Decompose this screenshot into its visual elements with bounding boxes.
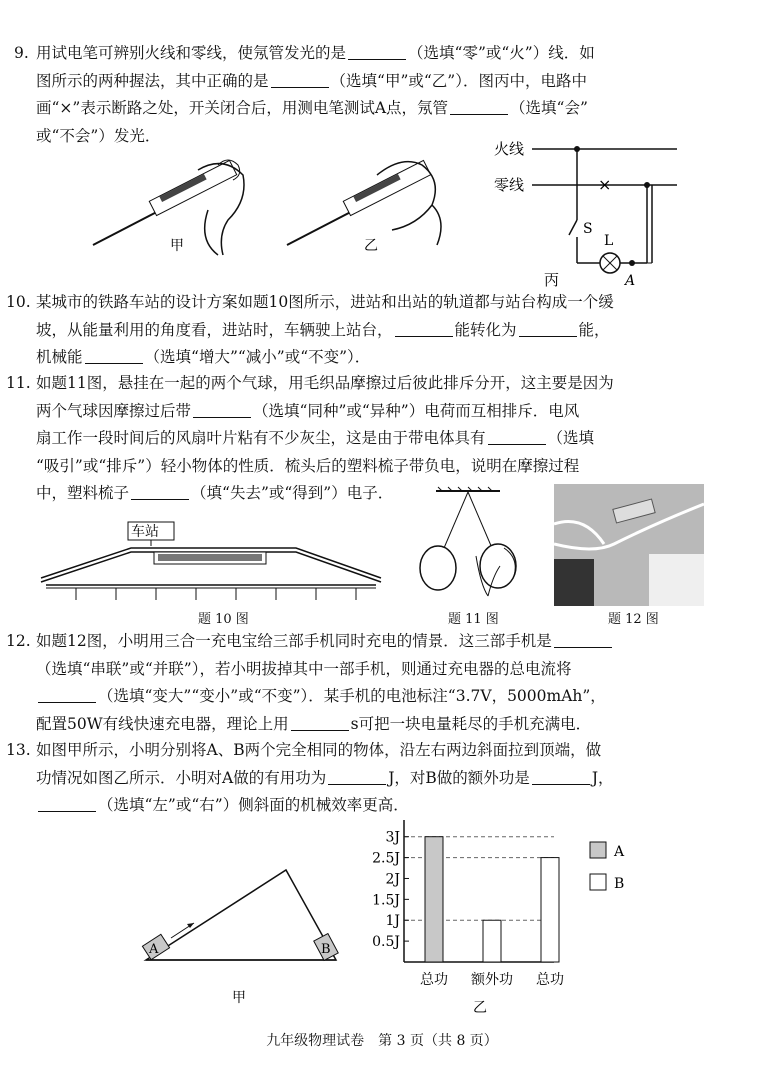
x-tick-label: 总功 [420, 972, 448, 988]
bar-b [483, 920, 501, 962]
text: 图所示的两种握法，其中正确的是 [36, 71, 269, 90]
text: 两个气球因摩擦过后带 [36, 401, 192, 420]
answer-blank[interactable] [450, 98, 508, 115]
text: 配置50W有线快速充电器，理论上用 [36, 714, 289, 733]
legend-swatch-a [590, 842, 606, 858]
live-wire-label: 火线 [494, 140, 525, 158]
tester-pen-figure-jia [88, 150, 258, 260]
text: 画“×”表示断路之处，开关闭合后，用测电笔测试A点，氖管 [36, 99, 449, 117]
incline-figure [136, 860, 356, 1010]
text: 或“不会”）发光． [36, 126, 161, 145]
page-footer: 九年级物理试卷 第 3 页（共 8 页） [266, 1033, 498, 1049]
text: J， [591, 768, 614, 787]
text: （选填“串联”或“并联”），若小明拔掉其中一部手机，则通过充电器的总电流将 [36, 659, 572, 678]
answer-blank[interactable] [554, 631, 612, 648]
text: 中，塑料梳子 [36, 484, 130, 502]
station-sign: 车站 [131, 524, 159, 540]
answer-blank[interactable] [348, 43, 406, 60]
answer-blank[interactable] [291, 714, 349, 731]
point-a-label: A [625, 273, 636, 289]
figure-label-bing: 丙 [544, 271, 560, 289]
text: s可把一块电量耗尽的手机充满电． [350, 714, 592, 733]
answer-blank[interactable] [328, 768, 386, 785]
tester-pen-figure-yi [282, 150, 452, 260]
legend-label-a: A [614, 844, 625, 860]
y-tick-label: 2J [385, 871, 400, 888]
figure-label-jia: 甲 [232, 990, 246, 1006]
text: 功情况如图乙所示．小明对A做的有用功为 [36, 768, 327, 787]
text: “吸引”或“排斥”）轻小物体的性质．梳头后的塑料梳子带负电，说明在摩擦过程 [36, 456, 580, 475]
answer-blank[interactable] [532, 768, 590, 785]
question-number: 9. [14, 44, 29, 62]
question-number: 10. [6, 293, 31, 311]
y-tick-label: 3J [385, 829, 400, 846]
text: 扇工作一段时间后的风扇叶片粘有不少灰尘，这是由于带电体具有 [36, 429, 486, 447]
figure-label-yi: 乙 [364, 238, 378, 254]
figure-caption-10: 题 10 图 [198, 612, 249, 627]
answer-blank[interactable] [131, 483, 189, 500]
text: J，对B做的额外功是 [388, 768, 530, 787]
neutral-wire-label: 零线 [494, 176, 525, 194]
block-a-label: A [149, 942, 159, 957]
text: （选填“变大”“变小”或“不变”）．某手机的电池标注“3.7V，5000mAh”， [98, 687, 606, 705]
text: （选填“甲”或“乙”）．图丙中，电路中 [330, 71, 587, 90]
balloons-figure [408, 486, 538, 606]
lamp-label: L [604, 233, 614, 249]
answer-blank[interactable] [395, 320, 453, 337]
question-number: 12. [6, 632, 31, 650]
block-b-label: B [321, 942, 331, 957]
station-figure [36, 520, 386, 600]
y-tick-label: 2.5J [372, 850, 400, 867]
y-tick-label: 1J [385, 913, 400, 930]
x-tick-label: 总功 [536, 972, 564, 988]
break-mark-icon: × [598, 175, 612, 194]
question-number: 13. [6, 741, 31, 759]
figure-caption-12: 题 12 图 [608, 612, 659, 627]
text: 能转化为 [454, 320, 517, 339]
figure-label-yi: 乙 [473, 1000, 487, 1016]
text: （选填“会” [510, 99, 588, 117]
text: （选填“同种”或“异种”）电荷而互相排斥．电风 [253, 401, 580, 420]
answer-blank[interactable] [519, 320, 577, 337]
circuit-diagram-bing [492, 135, 692, 290]
text: 坡，从能量利用的角度看，进站时，车辆驶上站台， [36, 320, 393, 339]
x-tick-label: 额外功 [471, 972, 513, 988]
y-tick-label: 1.5J [372, 892, 400, 909]
question-13 [6, 737, 736, 820]
text: （填“失去”或“得到”）电子． [191, 484, 394, 502]
question-number: 11. [6, 374, 31, 392]
text: 某城市的铁路车站的设计方案如题10图所示，进站和出站的轨道都与站台构成一个缓 [36, 293, 614, 311]
text: 能， [578, 320, 610, 339]
bar-a [425, 837, 443, 962]
text: （选填“零”或“火”）线．如 [408, 44, 595, 62]
text: 如图甲所示，小明分别将A、B两个完全相同的物体，沿左右两边斜面拉到顶端，做 [36, 741, 602, 759]
charger-photo [554, 484, 704, 606]
text: 机械能 [36, 348, 83, 366]
answer-blank[interactable] [488, 428, 546, 445]
work-bar-chart [360, 812, 660, 1022]
figure-label-jia: 甲 [170, 238, 184, 254]
answer-blank[interactable] [38, 686, 96, 703]
question-9 [14, 40, 736, 150]
question-10 [6, 289, 736, 372]
legend-swatch-b [590, 874, 606, 890]
switch-label: S [583, 221, 593, 237]
text: 如题11图，悬挂在一起的两个气球，用毛织品摩擦过后彼此排斥分开，这主要是因为 [36, 374, 614, 392]
answer-blank[interactable] [38, 795, 96, 812]
question-12 [6, 628, 736, 738]
text: 如题12图，小明用三合一充电宝给三部手机同时充电的情景．这三部手机是 [36, 632, 552, 650]
text: 用试电笔可辨别火线和零线，使氖管发光的是 [36, 44, 347, 62]
text: （选填 [547, 429, 595, 447]
text: （选填“增大”“减小”或“不变”）． [144, 348, 371, 366]
text: （选填“左”或“右”）侧斜面的机械效率更高． [98, 796, 409, 814]
answer-blank[interactable] [271, 71, 329, 88]
legend-label-b: B [614, 876, 625, 892]
answer-blank[interactable] [85, 347, 143, 364]
y-tick-label: 0.5J [372, 934, 400, 951]
answer-blank[interactable] [193, 401, 251, 418]
figure-caption-11: 题 11 图 [448, 612, 499, 627]
bar-b [541, 858, 559, 962]
